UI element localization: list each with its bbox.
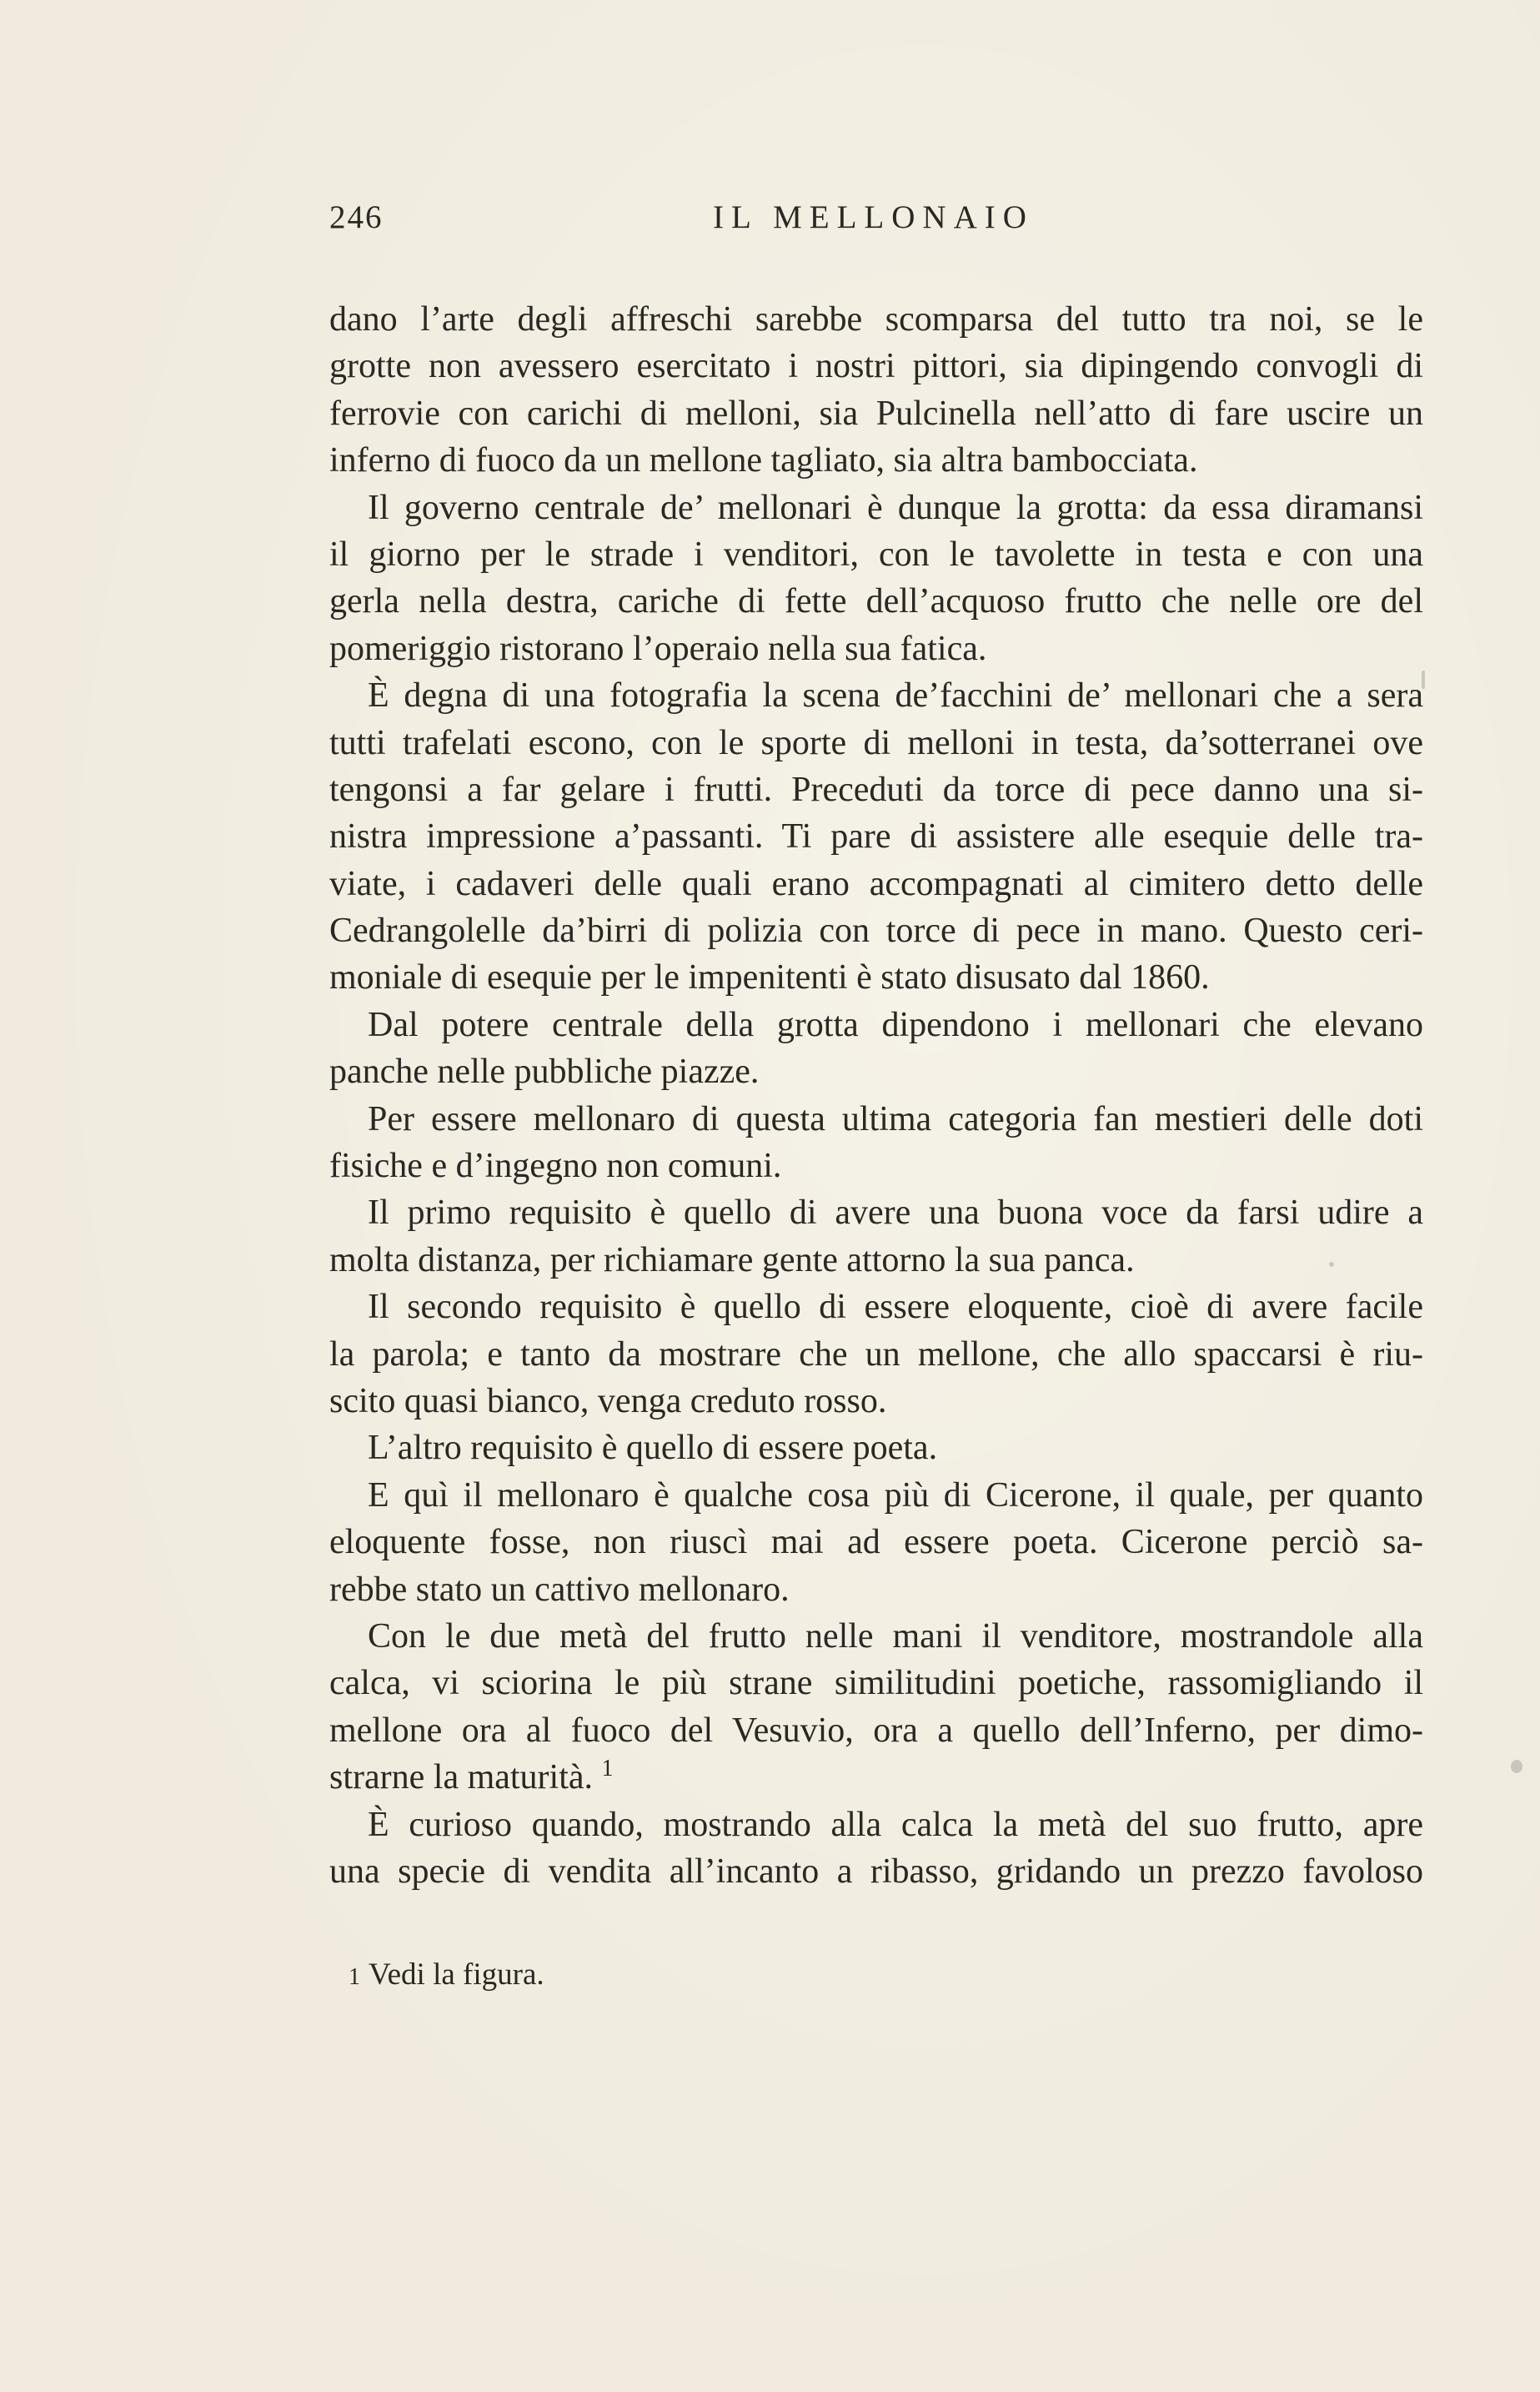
text-line-content: tengonsi a far gelare i frutti. Preceduti da torce di pece danno una si- [329,770,1423,809]
text-line-content: viate, i cadaveri delle quali erano accompagnati al cimitero detto delle [329,864,1423,903]
text-line-content: Per essere mellonaro di questa ultima categoria fan mestieri delle doti [368,1099,1423,1138]
text-line [329,1707,1423,1754]
text-line [329,578,1423,625]
footnote [349,1957,544,1992]
text-line [329,954,1423,1001]
text-line [329,1189,1423,1236]
text-line-content: strarne la maturità. [329,1758,594,1797]
text-line [329,1660,1423,1706]
text-line [329,1519,1423,1565]
text-line-content: gerla nella destra, cariche di fette dell’acquoso frutto che nelle ore del [329,582,1423,621]
text-line-content: mellone ora al fuoco del Vesuvio, ora a quello dell’Inferno, per dimo- [329,1711,1423,1750]
text-line [329,1048,1423,1095]
text-line-content: Il governo centrale de’ mellonari è dunque la grotta: da essa diramansi [368,488,1423,527]
text-line-content: moniale di esequie per le impenitenti è stato disusato dal 1860. [329,958,1210,998]
paper-speck [1422,671,1425,689]
text-line [329,766,1423,813]
text-line-content: calca, vi sciorina le più strane similitudini poetiche, rassomigliando il [329,1664,1423,1703]
text-line-content: E quì il mellonaro è qualche cosa più di Cicerone, il quale, per quanto [368,1475,1423,1515]
text-line [329,626,1423,672]
text-line-content: pomeriggio ristorano l’operaio nella sua fatica. [329,629,987,668]
text-line [329,1613,1423,1660]
text-line-content: il giorno per le strade i venditori, con le tavolette in testa e con una [329,535,1423,574]
footnote-text: Vedi la figura. [369,1957,544,1992]
text-line [329,720,1423,766]
paper-speck [1511,1760,1522,1773]
body-text [329,296,1423,1895]
text-line-content: tutti trafelati escono, con le sporte di melloni in testa, da’sotterranei ove [329,723,1423,762]
text-line-content: eloquente fosse, non riuscì mai ad essere poeta. Cicerone perciò sa- [329,1523,1423,1562]
text-line-content: Dal potere centrale della grotta dipendono i mellonari che elevano [368,1005,1423,1044]
text-line-content: È curioso quando, mostrando alla calca la metà del suo frutto, apre [368,1805,1423,1844]
text-line [329,1143,1423,1189]
text-line-content: la parola; e tanto da mostrare che un mellone, che allo spaccarsi è riu- [329,1334,1423,1374]
footnote-marker: 1 [601,1756,614,1782]
text-line-content: inferno di fuoco da un mellone tagliato, sia altra bambocciata. [329,441,1198,480]
running-header [329,198,1422,249]
text-line [329,1802,1423,1848]
text-line-content: dano l’arte degli affreschi sarebbe scomparsa del tutto tra noi, se le [329,300,1423,339]
text-line-content: molta distanza, per richiamare gente attorno la sua panca. [329,1240,1135,1279]
text-line [329,390,1423,437]
running-title: IL MELLONAIO [713,199,1034,235]
text-line-content: Il secondo requisito è quello di essere eloquente, cioè di avere facile [368,1288,1423,1327]
text-line [329,1284,1423,1330]
text-line-content: Con le due metà del frutto nelle mani il venditore, mostrandole alla [368,1616,1423,1656]
text-line [329,1002,1423,1048]
text-line-content: fisiche e d’ingegno non comuni. [329,1147,782,1186]
page-number: 246 [329,199,384,235]
text-line-content: L’altro requisito è quello di essere poeta. [368,1429,938,1468]
text-line [329,861,1423,907]
text-line-content: scito quasi bianco, venga creduto rosso. [329,1381,887,1420]
text-line-content: panche nelle pubbliche piazze. [329,1053,760,1092]
text-line [329,672,1423,719]
text-line-content: È degna di una fotografia la scena de’facchini de’ mellonari che a sera [368,676,1423,716]
text-line [329,1096,1423,1143]
text-line [329,1378,1423,1425]
text-line-content: ferrovie con carichi di melloni, sia Pulcinella nell’atto di fare uscire un [329,394,1423,433]
text-line [329,485,1423,531]
text-line [329,813,1423,860]
text-line-content: nistra impressione a’passanti. Ti pare di assistere alle esequie delle tra- [329,817,1423,857]
text-line [329,296,1423,343]
footnote-number: 1 [349,1964,360,1990]
text-line-content: grotte non avessero esercitato i nostri pittori, sia dipingendo convogli di [329,347,1423,386]
text-line [329,907,1423,954]
text-line-content: una specie di vendita all’incanto a ribasso, gridando un prezzo favoloso [329,1852,1423,1891]
text-line [329,1754,1423,1801]
text-line [329,343,1423,389]
text-line [329,1566,1423,1613]
text-line [329,531,1423,578]
text-line-content: rebbe stato un cattivo mellonaro. [329,1570,790,1609]
text-line [329,1848,1423,1895]
text-line [329,1331,1423,1378]
text-line [329,1472,1423,1519]
paper-speck [1329,1262,1334,1267]
text-line [329,437,1423,484]
text-line [329,1237,1423,1284]
text-line [329,1425,1423,1471]
text-line-content: Cedrangolelle da’birri di polizia con torce di pece in mano. Questo ceri- [329,912,1423,951]
text-line-content: Il primo requisito è quello di avere una buona voce da farsi udire a [368,1193,1423,1233]
